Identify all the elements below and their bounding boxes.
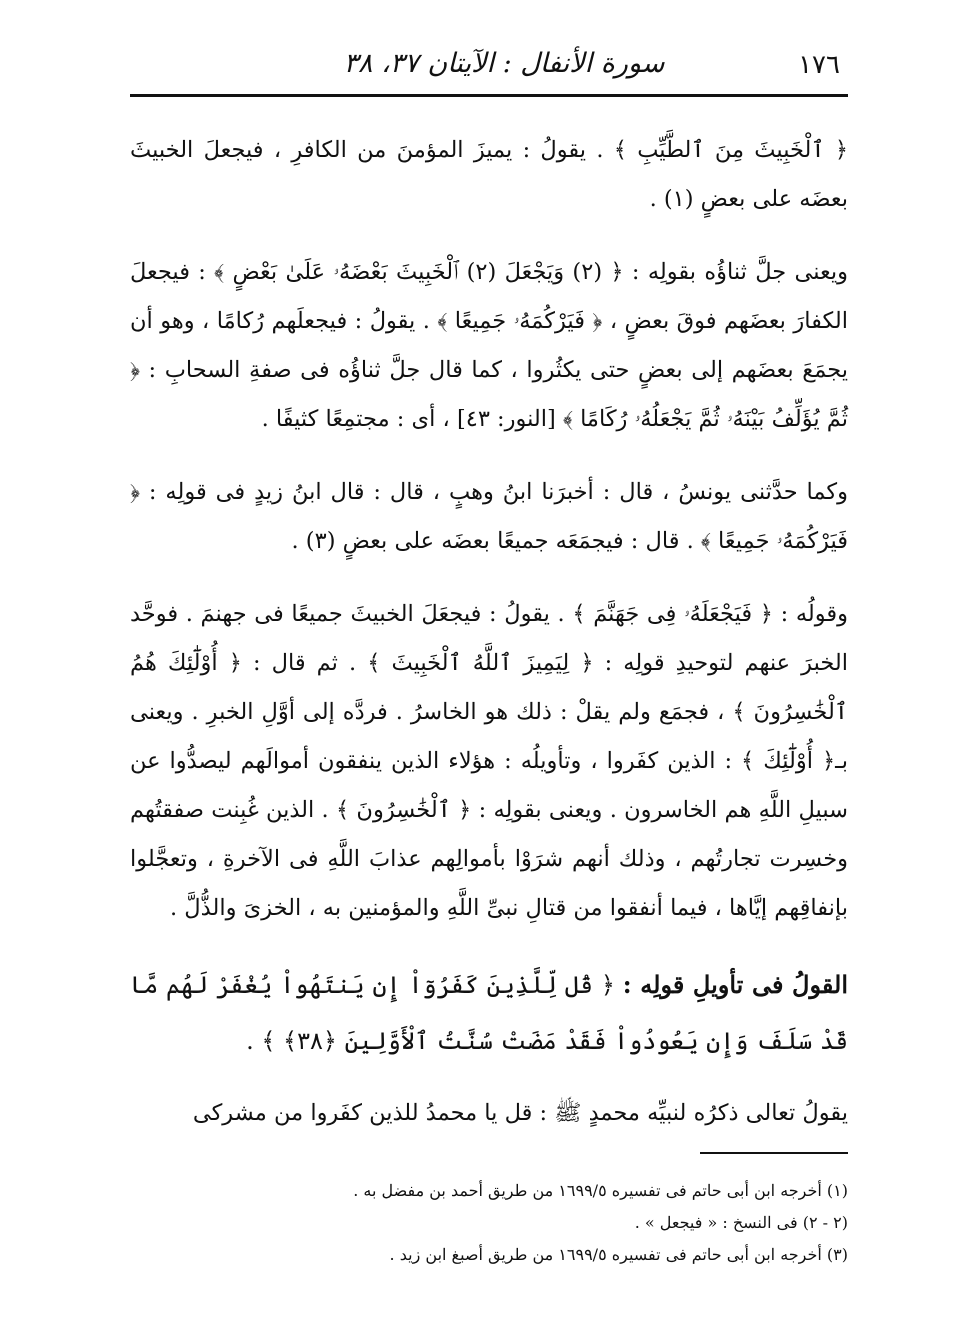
main-text <box>130 126 848 1152</box>
page-header <box>130 40 848 88</box>
closing-paragraph: يقولُ تعالى ذكرُه لنبيِّه محمدٍ ﷺ : قل يا محمدُ للذين كفَروا من مشركى <box>192 1100 848 1126</box>
heading-verse: ﴿ قُل لِّلَّذِينَ كَفَرُوٓاْ إِن يَنتَهُواْ يُغْفَرْ لَهُم مَّا قَدْ سَلَفَ وَإِن يَعُودُواْ فَقَدْ مَضَتْ سُنَّتُ ٱلْأَوَّلِينَ ﴿٣٨﴾ ﴾ . <box>130 971 848 1055</box>
page-number: ١٧٦ <box>798 50 840 80</box>
paragraph-1: ﴿ ٱلْخَبِيثَ مِنَ ٱلطَّيِّبِ ﴾ . يقولُ : يميزَ المؤمنَ من الكافرِ ، فيجعلَ الخبيثَ بعضَه على بعضٍ (١) . <box>130 137 848 212</box>
footnote-3: (٣) أخرجه ابن أبى حاتم فى تفسيره ١٦٩٩/٥ من طريق أصبغ ابن زيد . <box>389 1245 848 1264</box>
paragraph-2: ويعنى جلَّ ثناؤُه بقولِه : ﴿ (٢) وَيَجْعَلَ (٢) ٱلْخَبِيثَ بَعْضَهُۥ عَلَىٰ بَعْضٍ ﴾ : فيجعلَ الكفارَ بعضَهم فوقَ بعضٍ ، ﴿ فَيَرْكُمَهُۥ جَمِيعًا ﴾ . يقولُ : فيجعلَهم رُكامًا ، وهو أن يجمَعَ بعضَهم إلى بعضٍ حتى يكثُروا ، كما قال جلَّ ثناؤُه فى صفةِ السحابِ : ﴿ ثُمَّ يُؤَلِّفُ بَيْنَهُۥ ثُمَّ يَجْعَلُهُۥ رُكَامًا ﴾ [النور: ٤٣] ، أى : مجتمِعًا كثيفًا . <box>130 259 849 432</box>
footnote-2: (٢ - ٢) فى النسخ : « فيجعل » . <box>634 1213 848 1232</box>
footnote-rule <box>700 1152 848 1154</box>
paragraph-3: وكما حدَّثنى يونسُ ، قال : أخبرَنا ابنُ وهبٍ ، قال : قال ابنُ زيدٍ فى قولِه : ﴿ فَيَرْكُمَهُۥ جَمِيعًا ﴾ . قال : فيجمَعَه جميعًا بعضَه على بعضٍ (٣) . <box>130 479 848 554</box>
header-rule <box>130 94 848 97</box>
section-heading <box>130 957 848 1069</box>
footnotes <box>130 1176 848 1272</box>
heading-lead: القولُ فى تأويلِ قولِه : <box>622 970 848 999</box>
paragraph-4: وقولُه : ﴿ فَيَجْعَلَهُۥ فِى جَهَنَّمَ ﴾ . يقولُ : فيجعَلَ الخبيثَ جميعًا فى جهنمَ . فوحَّد الخبرَ عنهم لتوحيدِ قولِه : ﴿ لِيَمِيزَ ٱللَّهُ ٱلْخَبِيثَ ﴾ . ثم قال : ﴿ أُوْلَٰٓئِكَ هُمُ ٱلْخَٰسِرُونَ ﴾ ، فجمَع ولم يقلْ : ذلك هو الخاسرُ . فردَّه إلى أوَّلِ الخبرِ . ويعنى بـ﴿ أُوْلَٰٓئِكَ ﴾ : الذين كفَروا ، وتأويلُه : هؤلاء الذين ينفقون أموالَهم ليصدُّوا عن سبيلِ اللَّهِ هم الخاسرون . ويعنى بقولِه : ﴿ ٱلْخَٰسِرُونَ ﴾ . الذين غُبِنت صفقتُهم وخسِرت تجارتُهم ، وذلك أنهم شرَوْا بأموالِهم عذابَ اللَّهِ فى الآخرةِ ، وتعجَّلوا بإنفاقِهم إيَّاها ، فيما أنفقوا من قتالِ نبىِّ اللَّهِ والمؤمنين به ، الخزىَ والذُّلَّ . <box>130 601 848 921</box>
footnote-1: (١) أخرجه ابن أبى حاتم فى تفسيره ١٦٩٩/٥ من طريق أحمد بن مفضل به . <box>353 1181 848 1200</box>
running-title: سورة الأنفال : الآيتان ٣٧، ٣٨ <box>343 48 665 79</box>
